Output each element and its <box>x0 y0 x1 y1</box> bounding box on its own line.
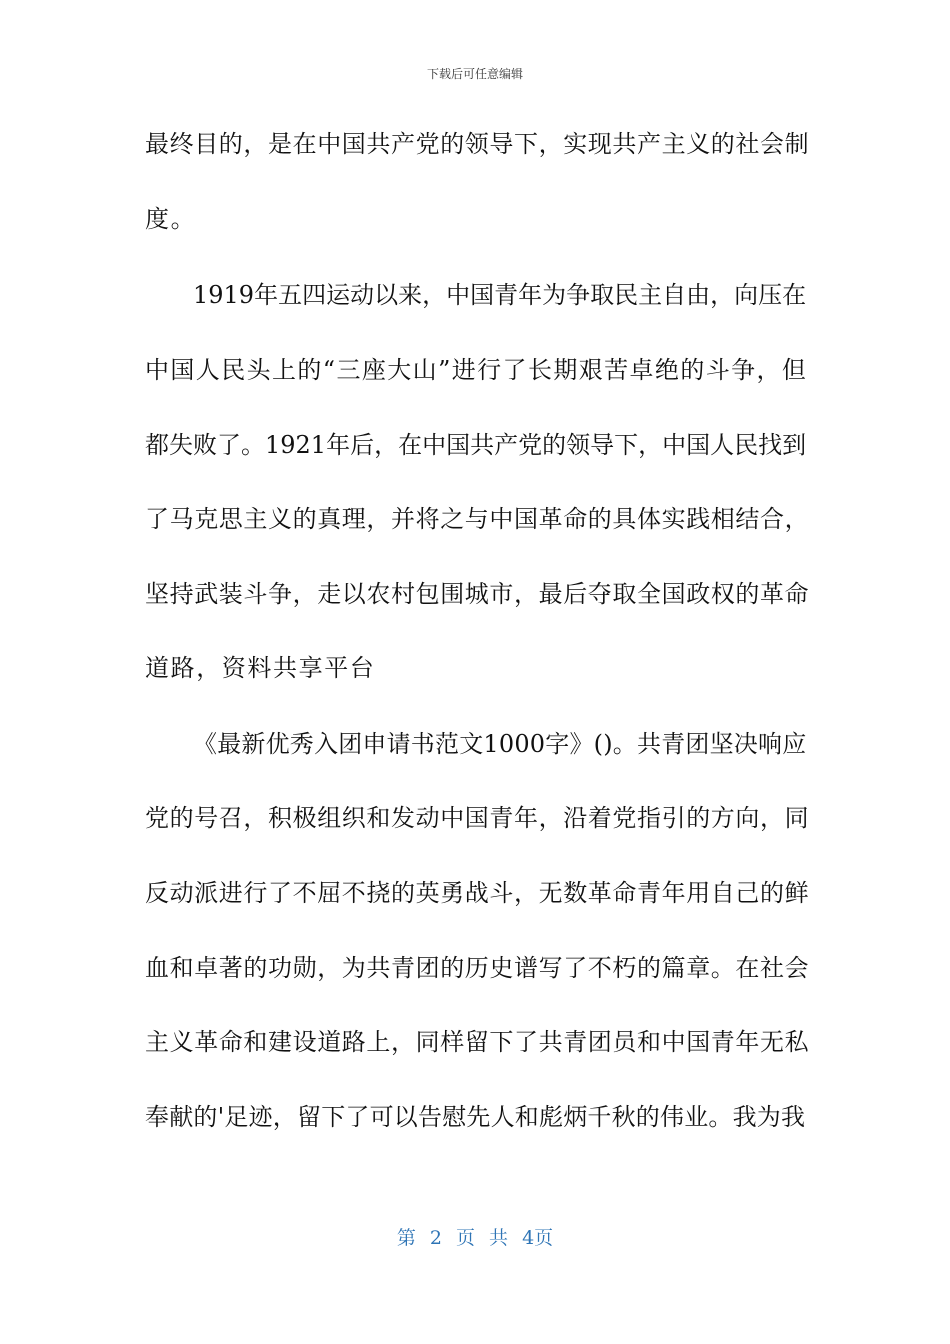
paragraph-line: 党的号召，积极组织和发动中国青年，沿着党指引的方向，同 <box>145 804 810 832</box>
paragraph-line: 反动派进行了不屈不挠的英勇战斗，无数革命青年用自己的鲜 <box>145 879 810 907</box>
paragraph-line: 最终目的，是在中国共产党的领导下，实现共产主义的社会制 <box>145 130 810 158</box>
paragraph-line: 都失败了。1921年后，在中国共产党的领导下，中国人民找到 <box>145 431 807 459</box>
paragraph-line: 道路，资料共享平台 <box>145 654 376 682</box>
paragraph-line: 奉献的'足迹，留下了可以告慰先人和彪炳千秋的伟业。我为我 <box>145 1103 806 1131</box>
paragraph-line: 血和卓著的功勋，为共青团的历史谱写了不朽的篇章。在社会 <box>145 954 810 982</box>
paragraph-line: 了马克思主义的真理，并将之与中国革命的具体实践相结合， <box>145 505 810 533</box>
page-footer: 第 2 页 共 4页 <box>396 1227 554 1249</box>
paragraph-line: 《最新优秀入团申请书范文1000字》()。共青团坚决响应 <box>193 730 807 758</box>
paragraph-line: 主义革命和建设道路上，同样留下了共青团员和中国青年无私 <box>145 1028 810 1056</box>
paragraph-line: 度。 <box>145 205 197 233</box>
page-header: 下载后可任意编辑 <box>426 67 523 81</box>
paragraph-line: 中国人民头上的“三座大山”进行了长期艰苦卓绝的斗争，但 <box>145 356 808 384</box>
paragraph-line: 坚持武装斗争，走以农村包围城市，最后夺取全国政权的革命 <box>145 580 810 608</box>
paragraph-line: 1919年五四运动以来，中国青年为争取民主自由，向压在 <box>193 281 807 309</box>
